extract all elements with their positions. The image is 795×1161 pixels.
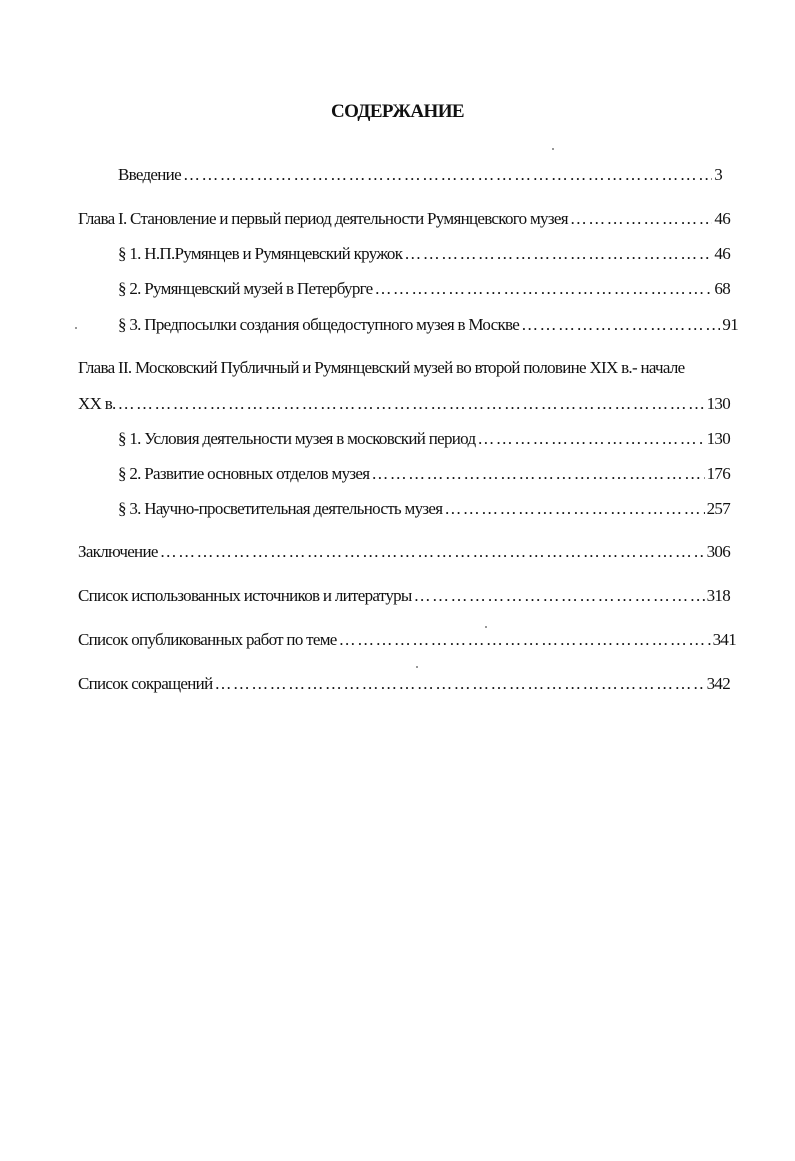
toc-entry-label: Глава I. Становление и первый период деятельности Румянцевского музея [78, 209, 568, 228]
toc-entry-abbreviations[interactable] [78, 673, 730, 695]
toc-entry-sources[interactable] [78, 585, 730, 607]
toc-entry-publications[interactable] [78, 629, 736, 651]
scan-speck [485, 626, 487, 628]
toc-entry-chapter-2-section-1[interactable] [118, 428, 730, 450]
toc-entry-conclusion[interactable] [78, 541, 730, 563]
toc-entry-chapter-2-section-3[interactable] [118, 498, 730, 520]
toc-page-number: 341 [712, 630, 736, 649]
toc-leader-dots [118, 393, 705, 415]
toc-entry-label: § 2. Румянцевский музей в Петербурге [118, 279, 373, 298]
toc-page-number: 130 [706, 429, 730, 448]
toc-page-number: 257 [706, 499, 730, 518]
toc-leader-dots [160, 541, 705, 563]
toc-entry-chapter-1-section-1[interactable] [118, 243, 730, 265]
toc-leader-dots [521, 314, 720, 336]
toc-entry-chapter-2[interactable] [78, 393, 730, 415]
toc-leader-dots [214, 673, 704, 695]
toc-page-number: 46 [714, 209, 730, 228]
page-title: СОДЕРЖАНИЕ [331, 101, 464, 122]
toc-page-number: 46 [714, 244, 730, 263]
toc-page-number: 3 [714, 165, 722, 184]
toc-page-number: 318 [706, 586, 730, 605]
scan-speck [416, 666, 418, 668]
toc-leader-dots [444, 498, 704, 520]
toc-entry-label: § 2. Развитие основных отделов музея [118, 464, 370, 483]
toc-entry-label: Список сокращений [78, 674, 213, 693]
toc-entry-label: § 1. Н.П.Румянцев и Румянцевский кружок [118, 244, 403, 263]
toc-entry-label: XX в. [78, 394, 116, 413]
toc-entry-chapter-1[interactable] [78, 208, 730, 230]
toc-leader-dots [371, 463, 704, 485]
scan-speck [552, 148, 554, 150]
toc-page-number: 68 [714, 279, 730, 298]
scan-speck [75, 327, 77, 329]
toc-entry-label: Список опубликованных работ по теме [78, 630, 337, 649]
toc-entry-label: § 1. Условия деятельности музея в московский период [118, 429, 476, 448]
toc-entry-label: § 3. Научно-просветительная деятельность музея [118, 499, 443, 518]
toc-leader-dots [404, 243, 712, 265]
toc-entry-label: § 3. Предпосылки создания общедоступного музея в Москве [118, 315, 520, 334]
toc-leader-dots [339, 629, 711, 651]
toc-leader-dots [183, 164, 712, 186]
toc-leader-dots [375, 278, 713, 300]
toc-entry-chapter-2-label[interactable]: Глава II. Московский Публичный и Румянцевский музей во второй половине XIX в.- начале [78, 358, 685, 377]
toc-page-number: 176 [706, 464, 730, 483]
toc-page-number: 306 [706, 542, 730, 561]
toc-entry-introduction[interactable] [118, 164, 722, 186]
toc-page-number: 130 [706, 394, 730, 413]
toc-entry-chapter-1-section-3[interactable] [118, 314, 738, 336]
toc-entry-label: Введение [118, 165, 181, 184]
toc-leader-dots [477, 428, 704, 450]
toc-leader-dots [570, 208, 713, 230]
toc-entry-chapter-2-section-2[interactable] [118, 463, 730, 485]
toc-page-number: 342 [706, 674, 730, 693]
toc-leader-dots [414, 585, 705, 607]
toc-entry-label: Список использованных источников и литературы [78, 586, 412, 605]
toc-page-number: 91 [722, 315, 738, 334]
toc-entry-chapter-1-section-2[interactable] [118, 278, 730, 300]
toc-entry-label: Заключение [78, 542, 158, 561]
